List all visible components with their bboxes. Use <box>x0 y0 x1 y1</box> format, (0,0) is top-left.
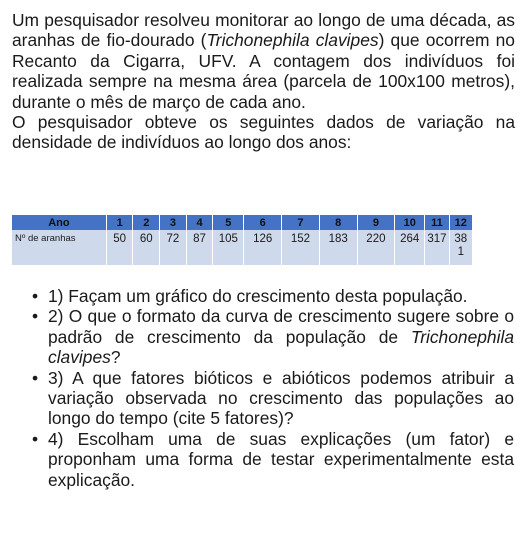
question-4: • 4) Escolham uma de suas explicações (um fator) e proponham uma forma de testar experimentalmente esta explicação. <box>28 429 514 490</box>
table-cell-count: 183 <box>319 230 357 265</box>
question-list <box>28 286 514 490</box>
table-cell-count: 60 <box>133 230 160 265</box>
header-year: 4 <box>186 215 213 230</box>
intro-paragraph-1: Um pesquisador resolveu monitorar ao longo de uma década, as aranhas de fio-dourado (Trichonephila clavipes) que ocorrem no Recanto da Cigarra, UFV. A contagem dos indivíduos foi realizada sempre na mesma área (parcela de 100x100 metros), durante o mês de março de cada ano. <box>12 10 515 112</box>
species-name: Trichonephila clavipes <box>48 326 514 368</box>
species-name: Trichonephila clavipes <box>206 30 379 51</box>
header-year: 6 <box>244 215 282 230</box>
header-year: 5 <box>213 215 244 230</box>
table-cell-count: 72 <box>160 230 187 265</box>
table-cell-count: 381 <box>449 230 472 265</box>
table-cell-count: 50 <box>106 230 133 265</box>
header-year: 2 <box>133 215 160 230</box>
table-header-row <box>12 215 473 230</box>
intro-text <box>12 10 515 153</box>
table-row <box>12 230 473 265</box>
question-1: • 1) Façam um gráfico do crescimento desta população. <box>28 286 514 306</box>
header-year: 8 <box>319 215 357 230</box>
header-year: 7 <box>282 215 320 230</box>
header-ano: Ano <box>12 215 106 230</box>
table-cell-count: 317 <box>425 230 449 265</box>
table-cell-count: 264 <box>395 230 425 265</box>
table-cell-count: 152 <box>282 230 320 265</box>
intro-paragraph-2: O pesquisador obteve os seguintes dados de variação na densidade de indivíduos ao longo dos anos: <box>12 112 515 153</box>
header-year: 12 <box>449 215 472 230</box>
table-cell-count: 87 <box>186 230 213 265</box>
header-year: 3 <box>160 215 187 230</box>
table-cell-count: 126 <box>244 230 282 265</box>
table-cell-count: 105 <box>213 230 244 265</box>
data-table <box>12 215 473 265</box>
header-year: 1 <box>106 215 133 230</box>
row-label-aranhas: Nº de aranhas <box>12 230 106 265</box>
table-cell-count: 220 <box>357 230 395 265</box>
question-2: • 2) O que o formato da curva de crescimento sugere sobre o padrão de crescimento da população de Trichonephila clavipes? <box>28 306 514 367</box>
header-year: 11 <box>425 215 449 230</box>
header-year: 9 <box>357 215 395 230</box>
question-3: • 3) A que fatores bióticos e abióticos podemos atribuir a variação observada no crescimento das populações ao longo do tempo (cite 5 fatores)? <box>28 368 514 429</box>
header-year: 10 <box>395 215 425 230</box>
